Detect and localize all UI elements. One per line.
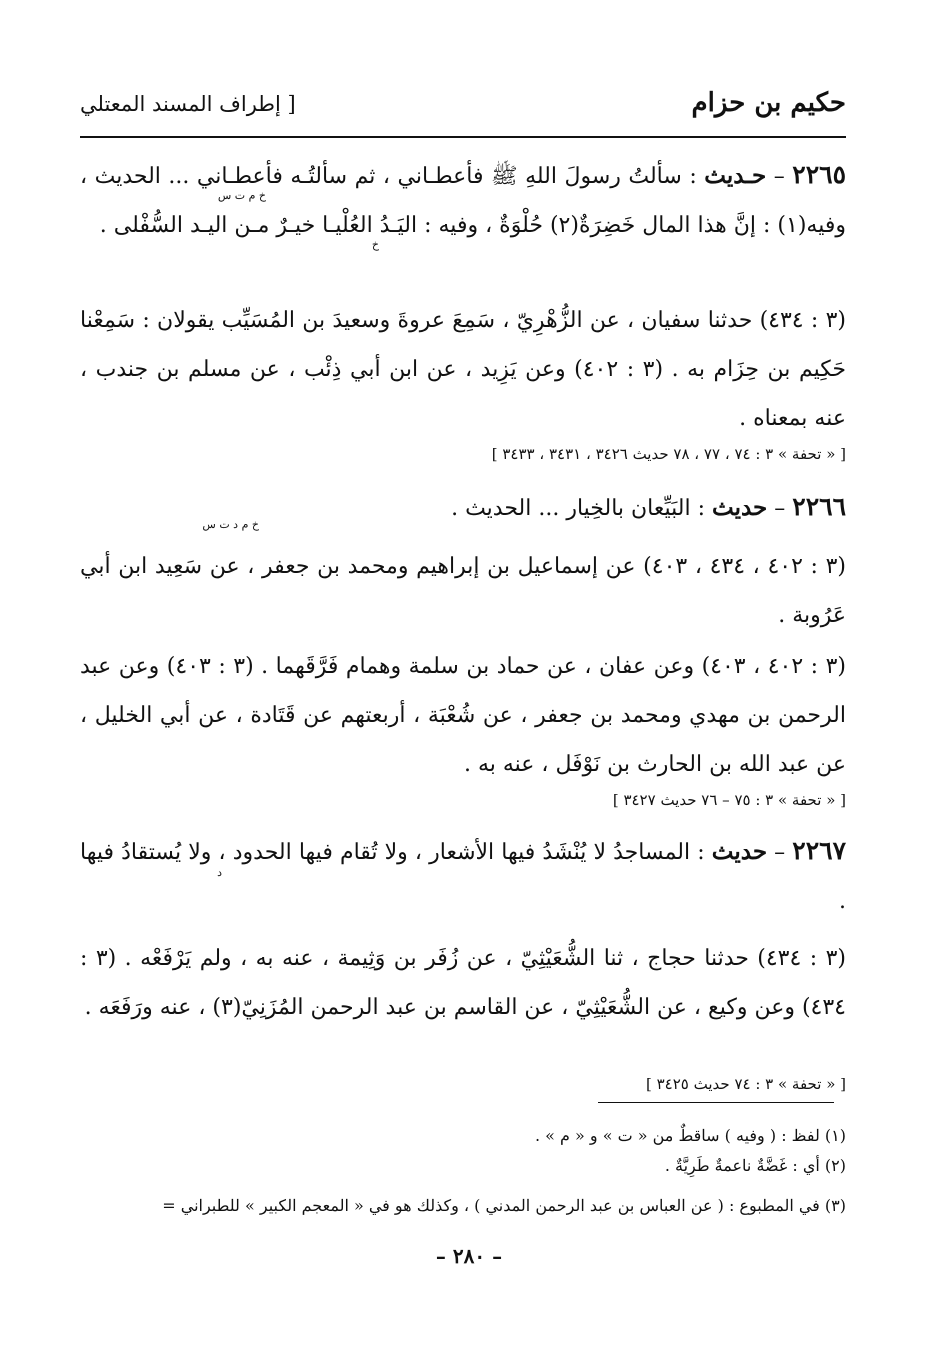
- hadith-keyword: حـديث: [704, 162, 767, 189]
- entry-2267: [80, 826, 846, 926]
- isnad-paragraph: (٣ : ٤٠٢ ، ٤٣٤ ، ٤٠٣) عن إسماعيل بن إبراهيم ومحمد بن جعفر ، عن سَعِيد ابن أبي عَرُوبة .: [80, 554, 847, 628]
- header-title-left: [ إطراف المسند المعتلي: [80, 92, 296, 116]
- tuhfa-reference: [ « تحفة » ٣ : ٧٥ – ٧٦ حديث ٣٤٢٧ ]: [612, 791, 846, 809]
- tuhfa-reference: [ « تحفة » ٣ : ٧٤ ، ٧٧ ، ٧٨ حديث ٣٤٢٦ ، ٣٤٣١ ، ٣٤٣٣ ]: [491, 445, 846, 463]
- hadith-text: : سألتُ رسولَ اللهِ ﷺ فأعطـاني ، ثم سألتُـه فأعطـاني ... الحديث ، وفيه(١) : إنَّ هذا المال خَضِرَةٌ(٢) حُلْوَةٌ ، وفيه : اليَـدُ العُلْيـا خيـرٌ مـن اليـد السُّفْلى .: [80, 164, 846, 238]
- footnote-1: (١) لفظ : ( وفيه ) ساقطٌ من « ت » و « م » .: [535, 1126, 846, 1145]
- collection-symbols: د: [217, 866, 222, 879]
- entry-number: ٢٢٦٦: [792, 492, 846, 521]
- page-number: – ٢٨٠ –: [435, 1244, 503, 1268]
- entry-dash: –: [774, 496, 786, 521]
- running-header: [80, 88, 846, 128]
- collection-symbols: خ م د ت س: [202, 518, 259, 531]
- entry-number: ٢٢٦٧: [792, 836, 847, 865]
- footnote-rule: [598, 1102, 834, 1103]
- hadith-text: : المساجدُ لا يُنْشَدُ فيها الأشعار ، ولا تُقام فيها الحدود ، ولا يُستقادُ فيها .: [80, 840, 846, 914]
- tuhfa-reference: [ « تحفة » ٣ : ٧٤ حديث ٣٤٢٥ ]: [645, 1075, 846, 1093]
- isnad-paragraph: (٣ : ٤٠٢ ، ٤٠٣) وعن عفان ، عن حماد بن سلمة وهمام فَرَّقَهما . (٣ : ٤٠٣) وعن عبد الرحمن بن مهدي ومحمد بن جعفر ، عن شُعْبَة ، أربعتهم عن قَتَادة ، عن أبي الخليل ، عن عبد الله بن الحارث بن نَوْفَل ، عنه به .: [80, 654, 846, 777]
- entry-dash: –: [774, 840, 786, 865]
- entry-number: ٢٢٦٥: [792, 160, 847, 189]
- footnote-3: (٣) في المطبوع : ( عن العباس بن عبد الرحمن المدني ) ، وكذلك هو في « المعجم الكبير » للطبراني =: [162, 1196, 846, 1215]
- isnad-paragraph: (٣ : ٤٣٤) حدثنا حجاج ، ثنا الشُّعَيْثِيّ ، عن زُفَر بن وَثِيمة ، عنه به ، ولم يَرْفَعْه . (٣ : ٤٣٤) وعن وكيع ، عن الشُّعَيْثِيّ ، عن القاسم بن عبد الرحمن المُزَنِيّ(٣) ، عنه ورَفَعَه .: [80, 946, 846, 1020]
- isnad-paragraph: (٣ : ٤٣٤) حدثنا سفيان ، عن الزُّهْرِيّ ، سَمِعَ عروةَ وسعيدَ بن المُسَيِّب يقولان : سَمِعْنا حَكِيم بن حِزَام به . (٣ : ٤٠٢) وعن يَزِيد ، عن ابن أبي ذِئْب ، عن مسلم بن جندب ، عنه بمعناه .: [80, 308, 846, 431]
- collection-symbols: خ م ت س: [217, 189, 266, 202]
- header-title-right: حكيم بن حزام: [691, 88, 846, 118]
- hadith-text: : البَيِّعان بالخِيار ... الحديث .: [451, 496, 705, 521]
- footnote-2: (٢) أي : غَضَّةٌ ناعمةٌ طَرِيَّةٌ .: [664, 1156, 846, 1175]
- entry-dash: –: [773, 164, 785, 189]
- entry-2265: [80, 150, 846, 250]
- inline-symbol: خ: [371, 238, 379, 251]
- header-rule: [80, 136, 846, 138]
- entry-2266: [80, 482, 846, 533]
- hadith-keyword: حديث: [711, 838, 768, 865]
- hadith-keyword: حديث: [712, 494, 768, 521]
